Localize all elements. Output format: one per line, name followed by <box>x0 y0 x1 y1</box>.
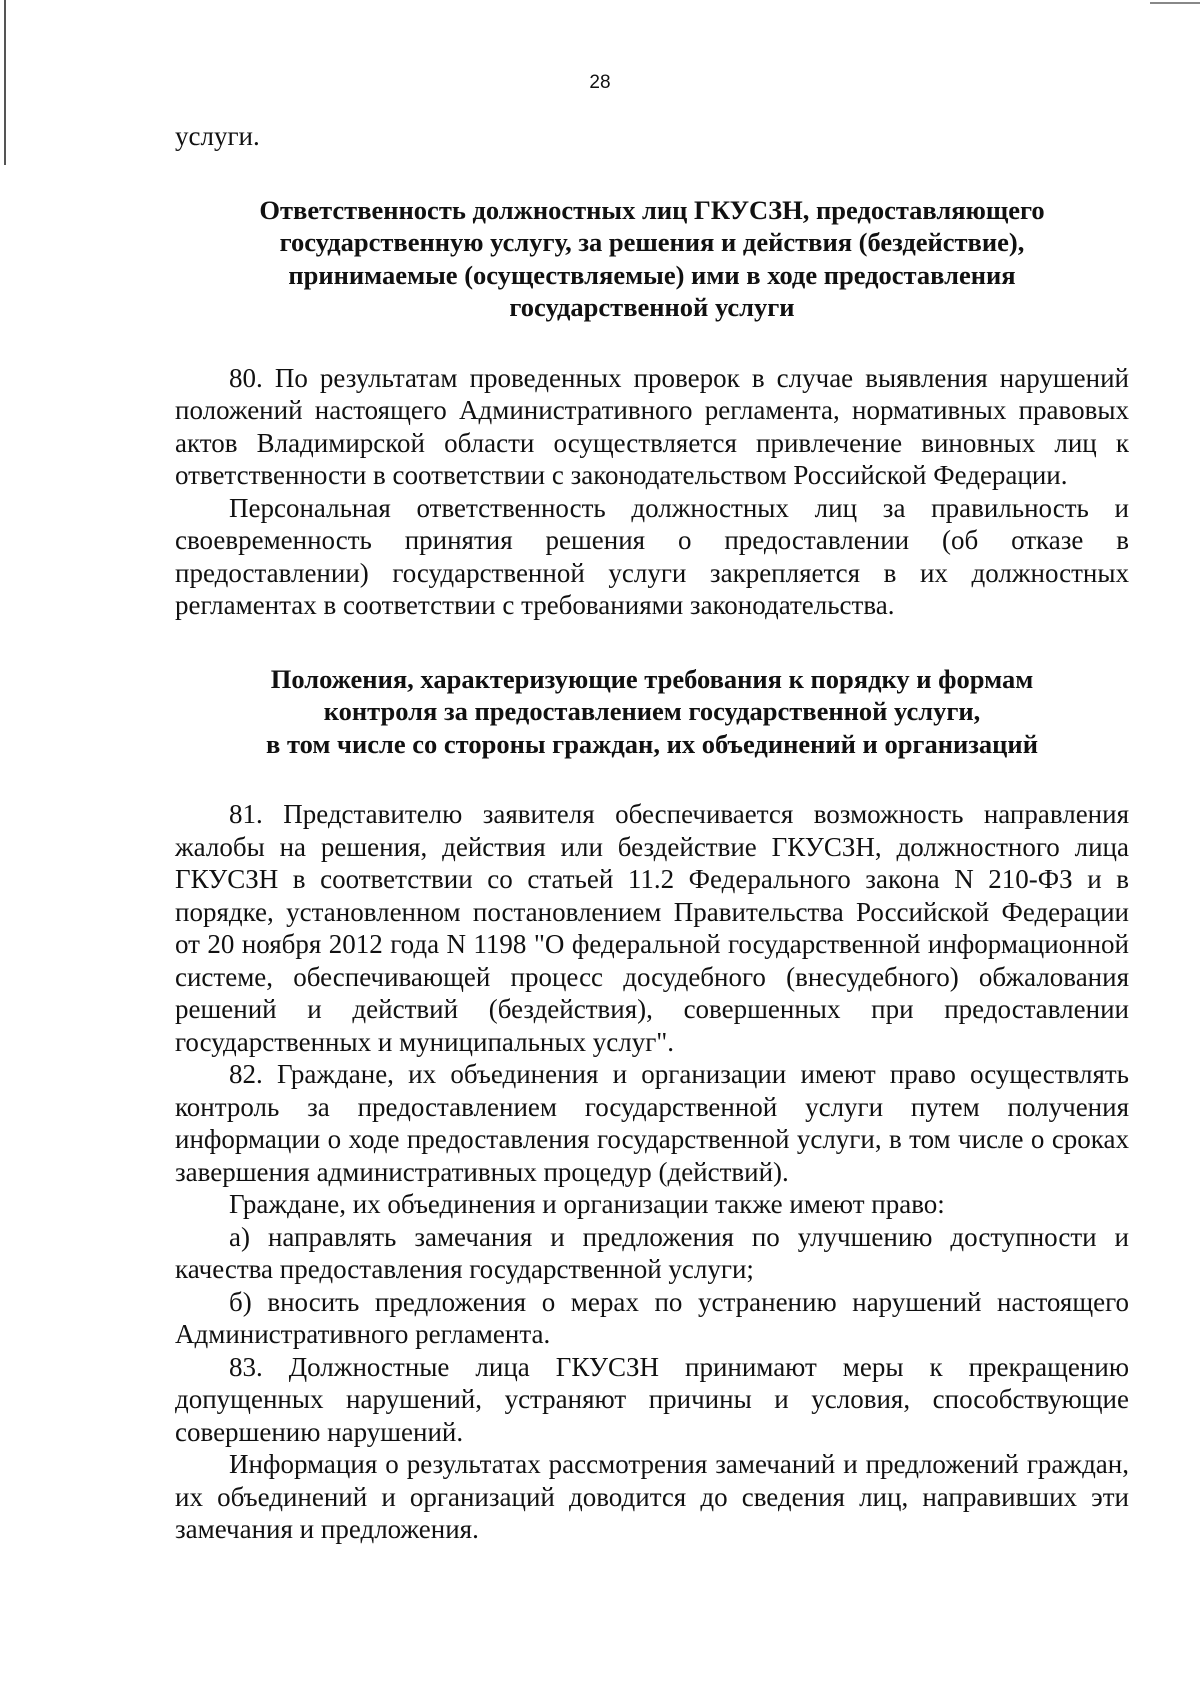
heading-line: в том числе со стороны граждан, их объединений и организаций <box>266 728 1038 759</box>
paragraph-81: 81. Представителю заявителя обеспечивается возможность направления жалобы на решения, действия или бездействие ГКУСЗН, должностного лица ГКУСЗН в соответствии со статьей 11.2 Федерального закона N 210-ФЗ и в порядке, установленном постановлением Правительства Российской Федерации от 20 ноября 2012 года N 1198 "О федеральной государственной информационной системе, обеспечивающей процесс досудебного (внесудебного) обжалования решений и действий (бездействия), совершенных при предоставлении государственных и муниципальных услуг". <box>175 799 1129 1057</box>
document-body <box>175 120 1129 1546</box>
paragraph-item-a: а) направлять замечания и предложения по улучшению доступности и качества предоставления государственной услуги; <box>175 1221 1129 1284</box>
heading-line: государственной услуги <box>509 292 795 322</box>
heading-line: Ответственность должностных лиц ГКУСЗН, предоставляющего <box>259 194 1045 225</box>
heading-line: Положения, характеризующие требования к порядку и формам <box>270 663 1034 694</box>
paragraph-information: Информация о результатах рассмотрения замечаний и предложений граждан, их объединений и организаций доводится до сведения лиц, направивших эти замечания и предложения. <box>175 1449 1129 1544</box>
paragraph-82: 82. Граждане, их объединения и организации имеют право осуществлять контроль за предоставлением государственной услуги путем получения информации о ходе предоставления государственной услуги, в том числе о сроках завершения административных процедур (действий). <box>175 1059 1129 1187</box>
scan-edge-top <box>1150 2 1200 4</box>
paragraph-citizens-rights: Граждане, их объединения и организации также имеют право: <box>229 1189 945 1219</box>
paragraph-80: 80. По результатам проведенных проверок в случае выявления нарушений положений настоящего Административного регламента, нормативных правовых актов Владимирской области осуществляется привлечение виновных лиц к ответственности в соответствии с законодательством Российской Федерации. <box>175 362 1129 490</box>
heading-line: контроля за предоставлением государственной услуги, <box>323 696 981 726</box>
paragraph-personal-responsibility: Персональная ответственность должностных лиц за правильность и своевременность принятия решения о предоставлении (об отказе в предоставлении) государственной услуги закрепляется в их должностных регламентах в соответствии с требованиями законодательства. <box>175 492 1129 620</box>
page-number: 28 <box>589 72 611 93</box>
paragraph-item-b: б) вносить предложения о мерах по устранению нарушений настоящего Административного регламента. <box>175 1286 1129 1349</box>
section-heading-control <box>175 663 1129 761</box>
heading-line: принимаемые (осуществляемые) ими в ходе предоставления <box>288 259 1016 290</box>
paragraph-83: 83. Должностные лица ГКУСЗН принимают меры к прекращению допущенных нарушений, устраняют причины и условия, способствующие совершению нарушений. <box>175 1351 1129 1447</box>
heading-line: государственную услугу, за решения и действия (бездействие), <box>279 227 1025 257</box>
section-heading-responsibility <box>175 194 1129 324</box>
top-fragment: услуги. <box>175 121 260 151</box>
